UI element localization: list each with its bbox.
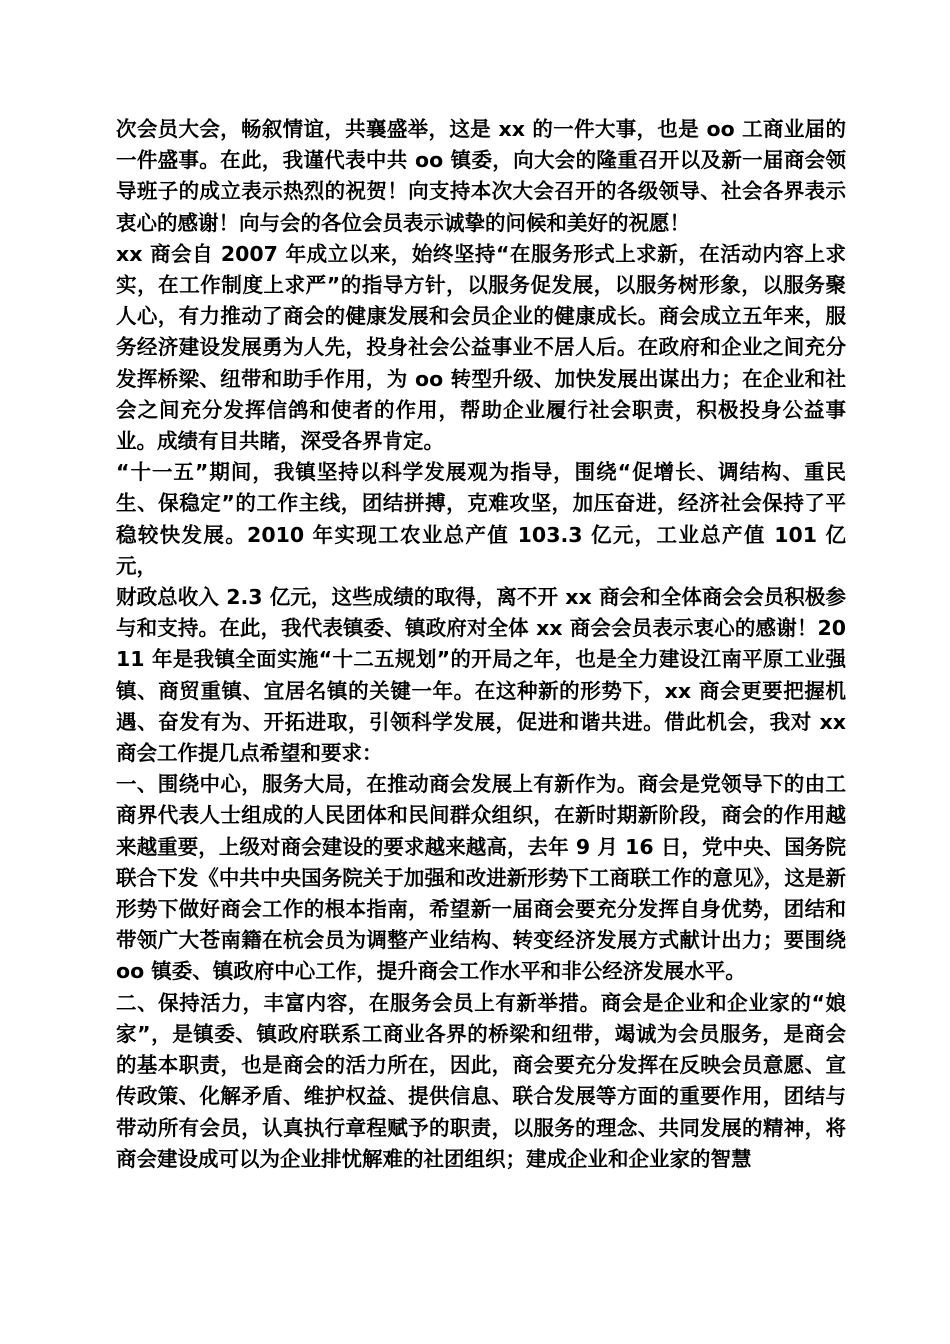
paragraph-fiscal-revenue: 财政总收入 2.3 亿元，这些成绩的取得，离不开 xx 商会和全体商会会员积极参与和支持。在此，我代表镇委、镇政府对全体 xx 商会会员表示衷心的感谢！2011 年是我镇全面实施“十二五规划”的开局之年，也是全力建设江南平原工业强镇、商贸重镇、宜居名镇的关键一年。在这种新的形势下，xx 商会更要把握机遇、奋发有为、开拓进取，引领科学发展，促进和谐共进。借此机会，我对 xx 商会工作提几点希望和要求： [116, 585, 846, 766]
paragraph-eleventh-five-year: “十一五”期间，我镇坚持以科学发展观为指导，围绕“促增长、调结构、重民生、保稳定”的工作主线，团结拼搏，克难攻坚，加压奋进，经济社会保持了平稳较快发展。2010 年实现工农业总产值 103.3 亿元，工业总产值 101 亿元， [116, 460, 846, 578]
paragraph-chamber-history: xx 商会自 2007 年成立以来，始终坚持“在服务形式上求新，在活动内容上求实，在工作制度上求严”的指导方针，以服务促发展，以服务树形象，以服务聚人心，有力推动了商会的健康发展和会员企业的健康成长。商会成立五年来，服务经济建设发展勇为人先，投身社会公益事业不居人后。在政府和企业之间充分发挥桥梁、纽带和助手作用，为 oo 转型升级、加快发展出谋出力；在企业和社会之间充分发挥信鸽和使者的作用，帮助企业履行社会职责，积极投身公益事业。成绩有目共睹，深受各界肯定。 [116, 241, 846, 454]
paragraph-opening: 次会员大会，畅叙情谊，共襄盛举，这是 xx 的一件大事，也是 oo 工商业届的一件盛事。在此，我谨代表中共 oo 镇委，向大会的隆重召开以及新一届商会领导班子的成立表示热烈的祝贺！向支持本次大会召开的各级领导、社会各界表示衷心的感谢！向与会的各位会员表示诚挚的问候和美好的祝愿！ [116, 117, 846, 235]
document-body [116, 114, 846, 1175]
paragraph-point-one: 一、围绕中心，服务大局，在推动商会发展上有新作为。商会是党领导下的由工商界代表人士组成的人民团体和民间群众组织，在新时期新阶段，商会的作用越来越重要，上级对商会建设的要求越来越高，去年 9 月 16 日，党中央、国务院联合下发《中共中央国务院关于加强和改进新形势下工商联工作的意见》，这是新形势下做好商会工作的根本指南，希望新一届商会要充分发挥自身优势，团结和带领广大苍南籍在杭会员为调整产业结构、转变经济发展方式献计出力；要围绕 oo 镇委、镇政府中心工作，提升商会工作水平和非公经济发展水平。 [116, 772, 846, 984]
paragraph-point-two: 二、保持活力，丰富内容，在服务会员上有新举措。商会是企业和企业家的“娘家”，是镇委、镇政府联系工商业各界的桥梁和纽带，竭诚为会员服务，是商会的基本职责，也是商会的活力所在，因此，商会要充分发挥在反映会员意愿、宣传政策、化解矛盾、维护权益、提供信息、联合发展等方面的重要作用，团结与带动所有会员，认真执行章程赋予的职责，以服务的理念、共同发展的精神，将商会建设成可以为企业排忧解难的社团组织；建成企业和企业家的智慧 [116, 990, 846, 1171]
